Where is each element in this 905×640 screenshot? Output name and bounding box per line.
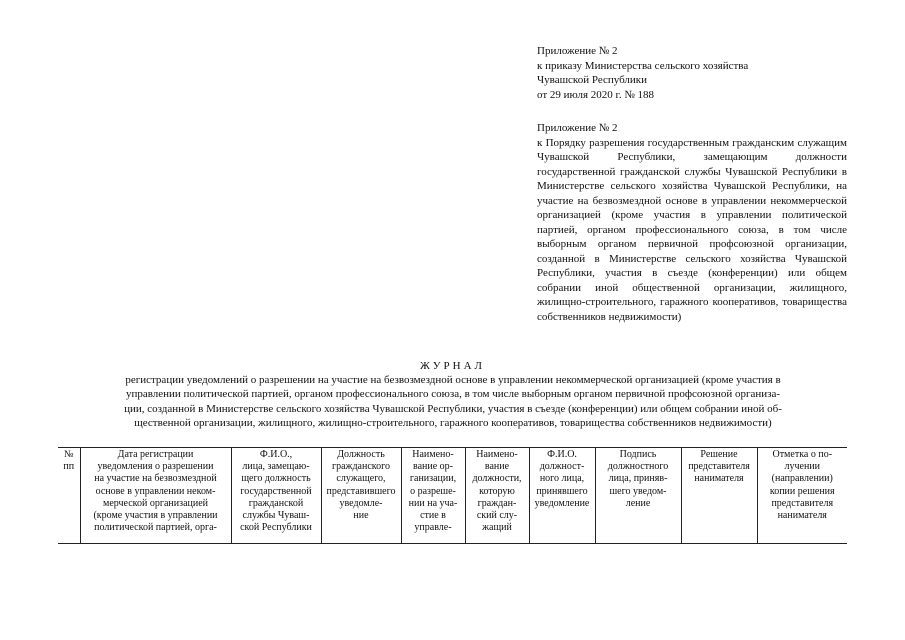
column-header-line: представителя — [771, 497, 834, 509]
column-header-line: государственной — [240, 485, 312, 497]
column-header-official-signature — [595, 448, 681, 544]
column-header-line: мерческой организацией — [103, 497, 208, 509]
appendix-procedure-text: к Порядку разрешения государственным гражданским служащим Чувашской Республики, замещающим должности государственной гражданской службы Чувашской Республики в Министерстве сельского хозяйства Чувашской Республики, на участие на безвозмездной основе в управлении некоммерческой организацией (кроме участия в управлении политической партией, органом профессионального союза, в том числе выборным органом первичной профсоюзной организации, созданной в Министерстве сельского хозяйства Чувашской Республики, участия в съезде (конференции) или общем собрании иной общественной организации, жилищного, жилищно-строительного, гаражного кооперативов, товарищества собственников недвижимости) — [537, 136, 847, 323]
column-header-line: (кроме участия в управлении — [93, 510, 218, 522]
column-header-line: должности, — [472, 473, 522, 485]
column-header-line: ного лица, — [539, 473, 585, 485]
column-header-line: вание — [484, 461, 510, 473]
column-header-line: управле- — [414, 522, 452, 534]
column-header-line: Ф.И.О., — [259, 449, 293, 460]
appendix-order-line: к приказу Министерства сельского хозяйства — [537, 59, 749, 72]
appendix-procedure-heading: Приложение № 2 — [537, 122, 618, 134]
column-header-line: ганизации, — [409, 473, 457, 485]
column-header-servant-position — [321, 448, 401, 544]
column-header-line: политической партией, орга- — [94, 522, 217, 534]
column-header-line: лучении — [784, 461, 820, 473]
column-header-servant-name — [231, 448, 321, 544]
column-header-line: основе в управлении неком- — [95, 485, 216, 497]
column-header-line: стие в — [420, 510, 446, 522]
appendix-procedure-block — [537, 121, 847, 324]
column-header-line: шего уведом- — [609, 485, 667, 497]
column-header-line: представившего — [326, 485, 396, 497]
column-header-line: Дата регистрации — [117, 449, 194, 460]
column-header-line: лица, замещаю- — [242, 461, 310, 473]
appendix-order-block — [537, 44, 847, 102]
journal-subtitle — [61, 373, 845, 430]
column-header-copy-receipt-mark — [757, 448, 847, 544]
column-header-official-name — [529, 448, 595, 544]
column-header-line: принявшего — [536, 485, 588, 497]
column-header-line: Наимено- — [476, 449, 518, 460]
column-header-line: о разреше- — [410, 485, 456, 497]
column-header-line: уведомле- — [339, 497, 383, 509]
journal-table — [58, 447, 847, 544]
column-header-line: щего должность — [241, 473, 311, 485]
column-header-line: нии на уча- — [408, 497, 458, 509]
column-header-line: представителя — [688, 461, 750, 473]
column-header-line: на участие на безвозмездной — [94, 473, 217, 485]
column-header-line: служащего, — [336, 473, 386, 485]
column-header-line: (направлении) — [771, 473, 833, 485]
column-header-line: должност- — [539, 461, 585, 473]
column-header-line: уведомление — [534, 497, 590, 509]
column-header-line: ление — [625, 497, 651, 509]
journal-title: ЖУРНАЛ — [420, 360, 485, 372]
column-header-line: нанимателя — [694, 473, 744, 485]
column-header-line: Решение — [700, 449, 738, 460]
column-header-line: № — [63, 449, 74, 460]
journal-subtitle-line: управлении политической партией, органом профессионального союза, в том числе выборным органом первичной профсоюзной организа- — [125, 388, 781, 401]
column-header-line: копии решения — [769, 485, 835, 497]
column-header-registration-date — [80, 448, 231, 544]
column-header-line: ский слу- — [476, 510, 518, 522]
column-header-line: гражданской — [248, 497, 304, 509]
column-header-line: вание ор- — [413, 461, 453, 473]
column-header-line: граждан- — [477, 497, 517, 509]
column-header-line: пп — [63, 461, 75, 473]
column-header-line: лица, приняв- — [608, 473, 668, 485]
column-header-number — [58, 448, 80, 544]
column-header-organization-name — [401, 448, 465, 544]
column-header-line: Наимено- — [412, 449, 454, 460]
appendix-order-line: Чувашской Республики — [537, 74, 648, 86]
column-header-line: ние — [353, 510, 369, 522]
journal-subtitle-line: щественной организации, жилищного, жилищно-строительного, гаражного кооперативов, товарищества собственников недвижимости) — [134, 416, 772, 429]
column-header-line: службы Чуваш- — [242, 510, 310, 522]
column-header-line: жащий — [482, 522, 512, 534]
appendix-order-line: Приложение № 2 — [537, 45, 618, 57]
column-header-line: Ф.И.О. — [547, 449, 577, 460]
column-header-line: Должность — [337, 449, 385, 460]
column-header-line: Подпись — [619, 449, 657, 460]
column-header-line: уведомления о разрешении — [97, 461, 214, 473]
column-header-line: ской Республики — [240, 522, 312, 534]
column-header-position-title — [465, 448, 529, 544]
column-header-line: нанимателя — [777, 510, 827, 522]
column-header-line: которую — [479, 485, 515, 497]
column-header-line: Отметка о по- — [772, 449, 833, 460]
column-header-employer-decision — [681, 448, 757, 544]
journal-subtitle-line: регистрации уведомлений о разрешении на участие на безвозмездной основе в управлении некоммерческой организацией (кроме участия в — [125, 374, 781, 386]
column-header-line: гражданского — [332, 461, 390, 473]
column-header-line: должностного — [607, 461, 669, 473]
table-header-row — [58, 448, 847, 544]
journal-subtitle-line: ции, созданной в Министерстве сельского хозяйства Чувашской Республики, участия в съезде (конференции) или общем собрании иной об- — [124, 402, 782, 415]
appendix-order-line: от 29 июля 2020 г. № 188 — [537, 88, 655, 101]
